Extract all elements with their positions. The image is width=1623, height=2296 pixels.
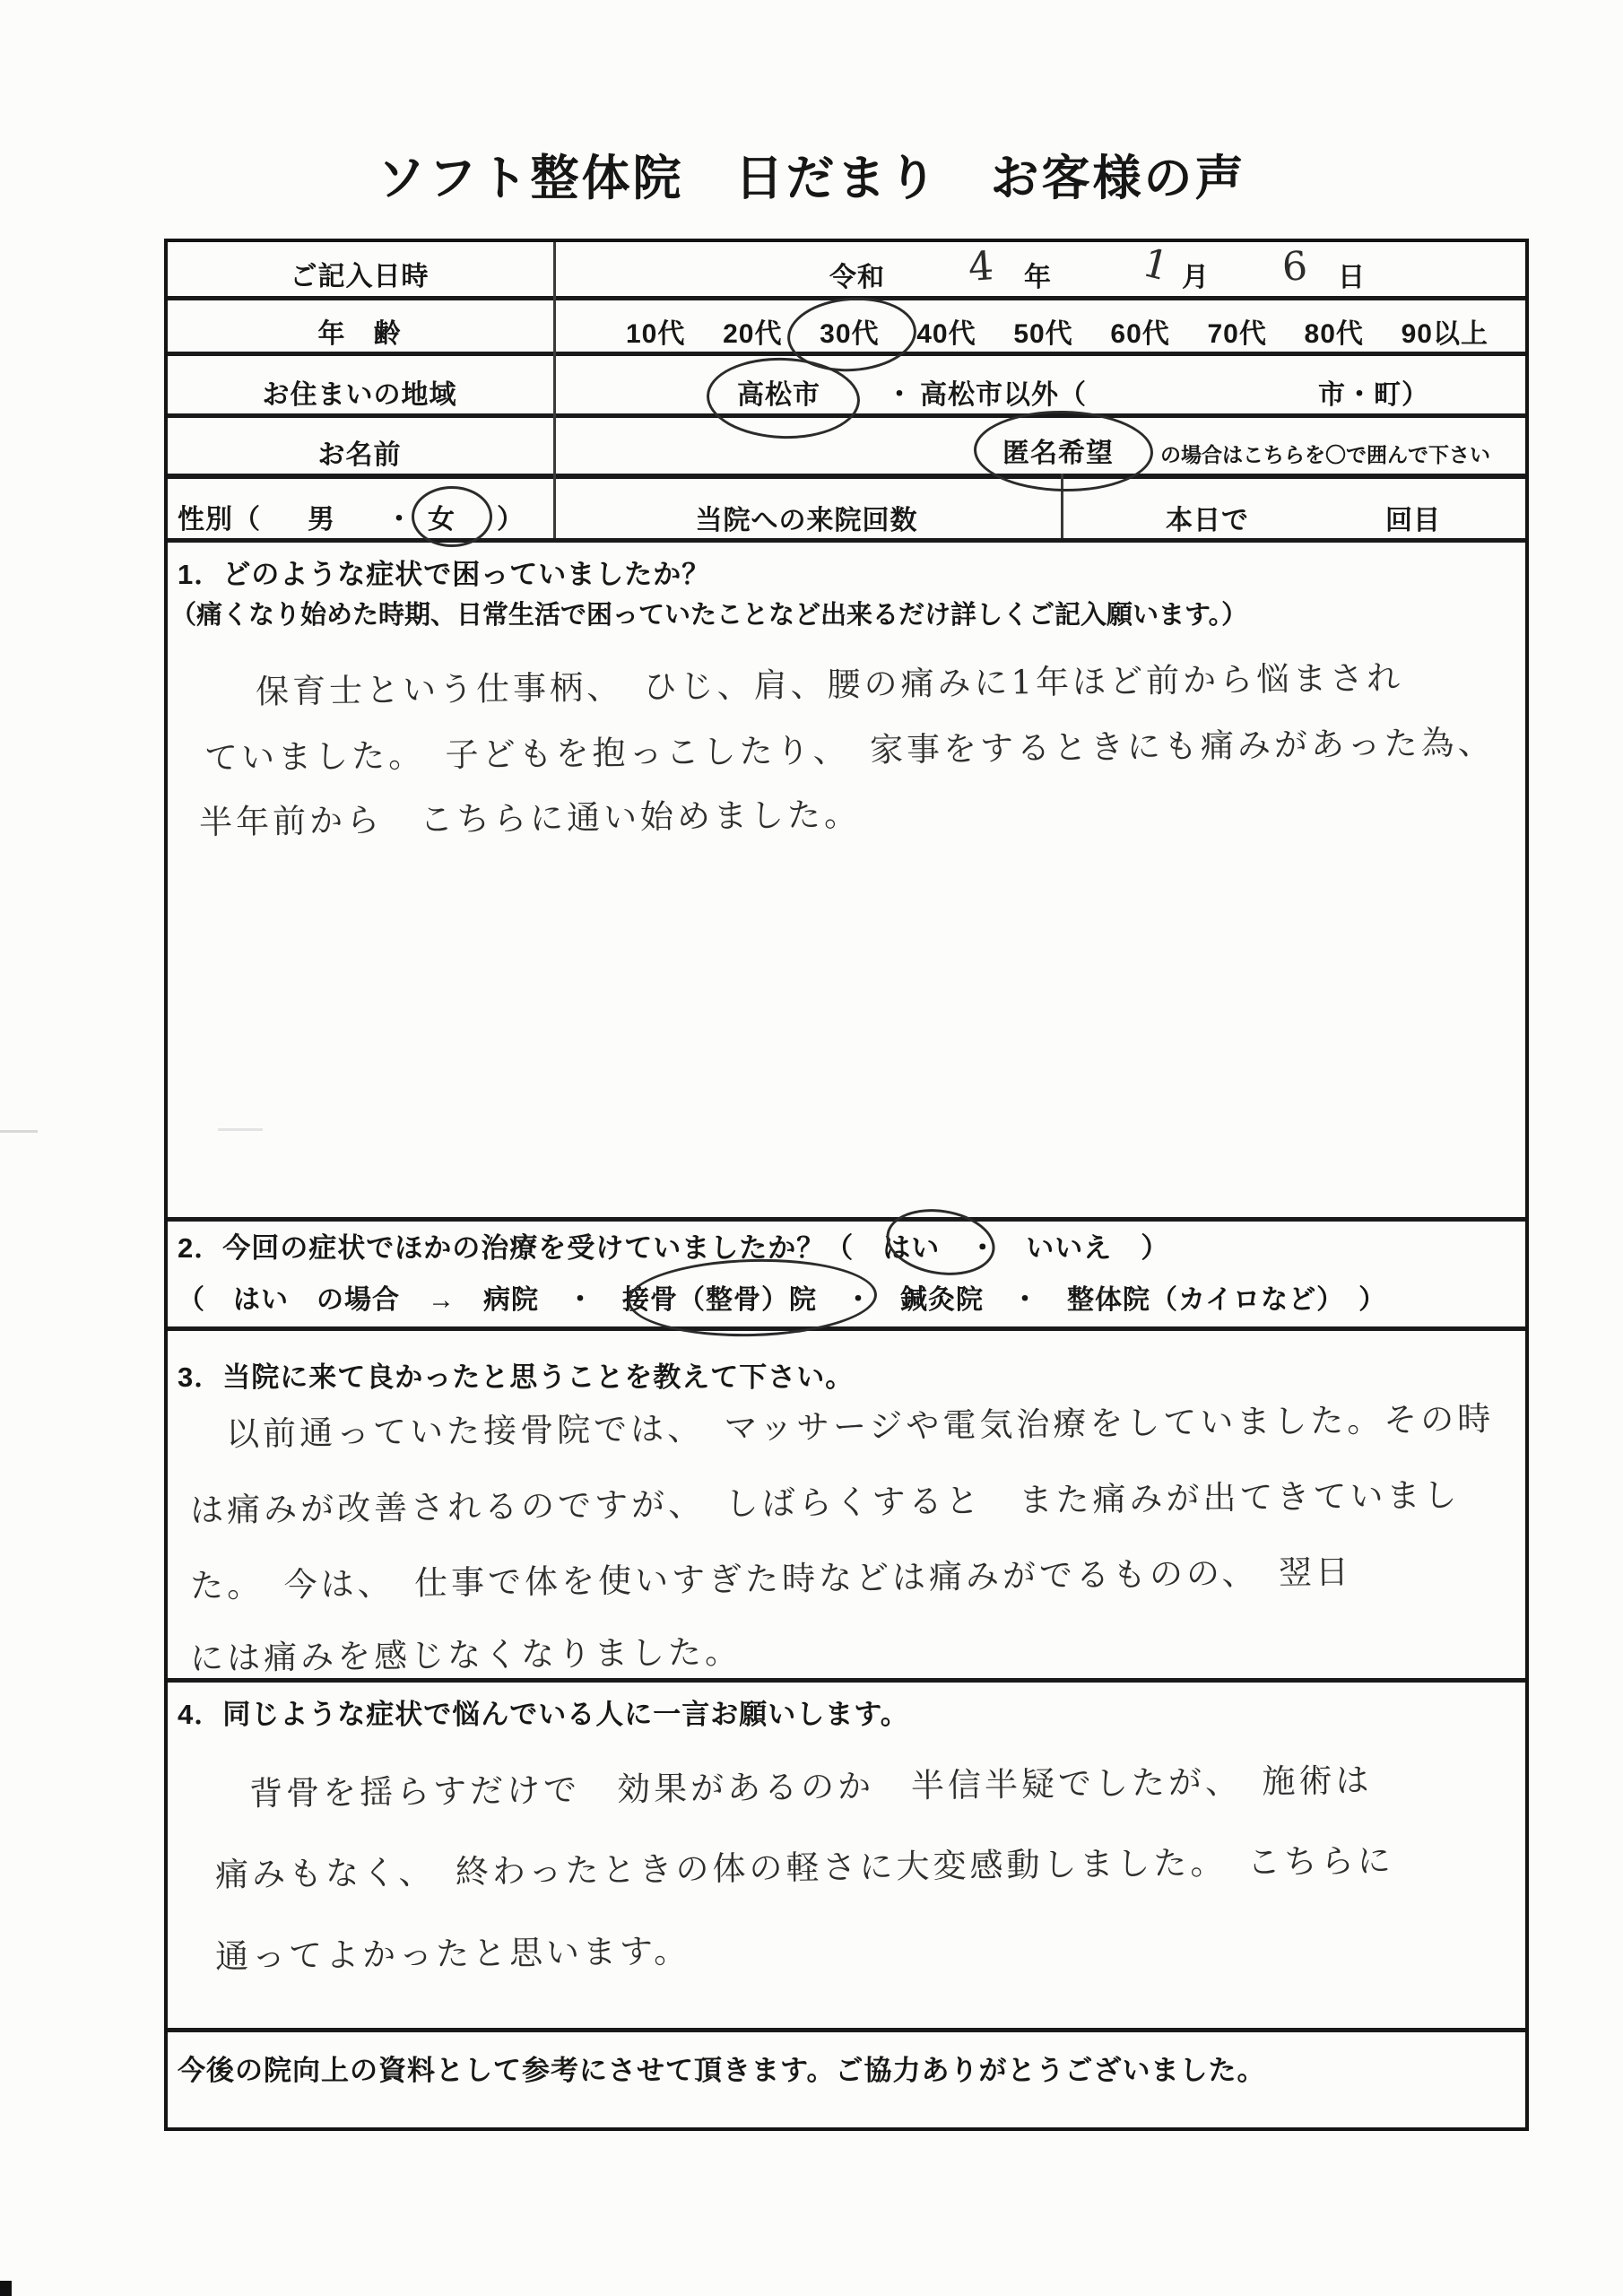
row-divider <box>168 538 1525 543</box>
gender-prefix: 性別（ <box>178 505 261 535</box>
gender-option-male: 男 <box>308 505 335 535</box>
q1-heading: 1．どのような症状で困っていましたか？ <box>178 559 711 590</box>
age-option-30s: 30代 <box>820 319 880 349</box>
date-month-unit: 月 <box>1182 263 1210 292</box>
area-option-other-suffix: 市・町） <box>1318 380 1429 410</box>
q3-heading: 3．当院に来て良かったと思うことを教えて下さい。 <box>178 1361 855 1393</box>
area-separator: ・ <box>886 380 914 410</box>
date-year-handwritten: 4 <box>967 243 995 291</box>
age-option-60s: 60代 <box>1110 319 1170 349</box>
area-option-other-prefix: 高松市以外（ <box>920 380 1087 410</box>
age-option-10s: 10代 <box>626 319 686 349</box>
name-anonymous-note: の場合はこちらを〇で囲んで下さい <box>1160 443 1490 466</box>
page-title: ソフト整体院 日だまり お客様の声 <box>377 152 1246 205</box>
q4-answer-line: 背骨を揺らすだけで 効果があるのか 半信半疑でしたが、 施術は <box>248 1761 1373 1813</box>
gender-separator: ・ <box>386 505 413 535</box>
section-divider <box>168 1678 1525 1683</box>
q1-answer-line: 保育士という仕事柄、 ひじ、肩、腰の痛みに1年ほど前から悩まされ <box>255 658 1404 711</box>
date-day-handwritten: 6 <box>1280 243 1309 291</box>
name-anonymous-option: 匿名希望 <box>1002 439 1114 468</box>
visits-unit: 回目 <box>1385 506 1441 535</box>
date-year-unit: 年 <box>1024 263 1052 292</box>
selection-circle-female <box>412 486 492 547</box>
field-label-age: 年 齢 <box>317 319 402 349</box>
gender-option-female: 女 <box>428 505 456 535</box>
q1-answer-line: 半年前から こちらに通い始めました。 <box>198 795 862 842</box>
q2-heading: 2．今回の症状でほかの治療を受けていましたか？（ はい ・ いいえ ） <box>178 1232 1170 1264</box>
q3-answer-line: 以前通っていた接骨院では、 マッサージや電気治療をしていました。その時 <box>225 1399 1495 1454</box>
section-divider <box>168 1217 1525 1222</box>
q4-heading: 4．同じような症状で悩んでいる人に一言お願いします。 <box>178 1699 909 1730</box>
field-label-name: お名前 <box>317 440 402 470</box>
scan-artifact-corner-mark <box>0 2281 12 2296</box>
q1-note: （痛くなり始めた時期、日常生活で困っていたことなど出来るだけ詳しくご記入願います。） <box>170 601 1248 630</box>
scan-artifact-dash <box>218 1128 263 1131</box>
date-day-unit: 日 <box>1338 263 1366 292</box>
date-era-label: 令和 <box>829 263 885 292</box>
gender-suffix: ） <box>497 505 525 535</box>
field-label-date: ご記入日時 <box>290 262 430 291</box>
age-option-80s: 80代 <box>1304 319 1364 349</box>
section-divider <box>168 2028 1525 2032</box>
age-option-90plus: 90以上 <box>1401 319 1488 349</box>
q3-answer-line: た。 今は、 仕事で体を使いすぎた時などは痛みがでるものの、 翌日 <box>189 1552 1353 1605</box>
age-options-row <box>626 311 1488 351</box>
area-option-takamatsu: 高松市 <box>737 380 820 410</box>
age-option-70s: 70代 <box>1207 319 1267 349</box>
visits-today-prefix: 本日で <box>1166 506 1249 535</box>
q4-answer-line: 痛みもなく、 終わったときの体の軽さに大変感動しました。 こちらに <box>214 1840 1395 1895</box>
scan-artifact-dash <box>0 1130 38 1133</box>
q4-answer-line: 通ってよかったと思います。 <box>214 1931 691 1977</box>
field-label-area: お住まいの地域 <box>262 380 457 410</box>
age-option-20s: 20代 <box>723 319 783 349</box>
q3-answer-line: は痛みが改善されるのですが、 しばらくすると また痛みが出てきていまし <box>189 1475 1461 1530</box>
q2-options-line: （ はい の場合 → 病院 ・ 接骨（整骨）院 ・ 鍼灸院 ・ 整体院（カイロなど） ） <box>178 1285 1387 1315</box>
date-month-handwritten: 1 <box>1138 239 1174 291</box>
q3-answer-line: には痛みを感じなくなりました。 <box>189 1632 742 1678</box>
visits-label: 当院への来院回数 <box>695 506 918 535</box>
footer-thanks-text: 今後の院向上の資料として参考にさせて頂きます。ご協力ありがとうございました。 <box>178 2055 1266 2086</box>
age-option-50s: 50代 <box>1013 319 1073 349</box>
section-divider <box>168 1326 1525 1331</box>
q1-answer-line: ていました。 子どもを抱っこしたり、 家事をするときにも痛みがあった為、 <box>204 723 1495 778</box>
column-divider <box>553 242 556 538</box>
age-option-40s: 40代 <box>916 319 976 349</box>
row-divider <box>168 474 1525 479</box>
